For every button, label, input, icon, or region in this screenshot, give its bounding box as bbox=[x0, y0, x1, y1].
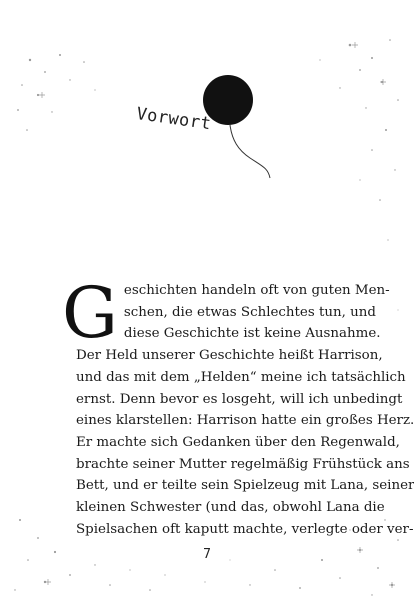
text-line: brachte seiner Mutter regelmäßig Frühstück ans bbox=[76, 456, 410, 472]
paragraph-1 bbox=[62, 272, 390, 354]
text-line: diese Geschichte ist keine Ausnahme. bbox=[123, 326, 381, 342]
body-text bbox=[62, 272, 414, 540]
text-line: eschichten handeln oft von guten Men- bbox=[123, 283, 390, 298]
text-line: kleinen Schwester (und das, obwohl Lana die bbox=[76, 500, 385, 516]
text-line: Der Held unserer Geschichte heißt Harrison, bbox=[76, 348, 383, 364]
paragraph-3 bbox=[62, 432, 414, 541]
page-number: 7 bbox=[203, 547, 211, 562]
text-line: Bett, und er teilte sein Spielzeug mit Lana, seiner bbox=[76, 478, 414, 494]
text-line: Er machte sich Gedanken über den Regenwald, bbox=[76, 434, 400, 450]
text-line: und das mit dem „Helden“ meine ich tatsächlich bbox=[76, 369, 406, 385]
text-line: schen, die etwas Schlechtes tun, und bbox=[123, 304, 376, 320]
drop-cap: G bbox=[62, 272, 118, 354]
text-line: ernst. Denn bevor es losgeht, will ich unbedingt bbox=[76, 391, 403, 407]
balloon-illustration bbox=[0, 0, 414, 200]
chapter-heading: Vorwort bbox=[135, 104, 213, 135]
text-line: Spielsachen oft kaputt machte, verlegte oder ver- bbox=[76, 521, 414, 537]
text-line: eines klarstellen: Harrison hatte ein großes Herz. bbox=[76, 413, 414, 429]
paragraph-2 bbox=[62, 345, 414, 432]
balloon-string bbox=[230, 125, 270, 178]
